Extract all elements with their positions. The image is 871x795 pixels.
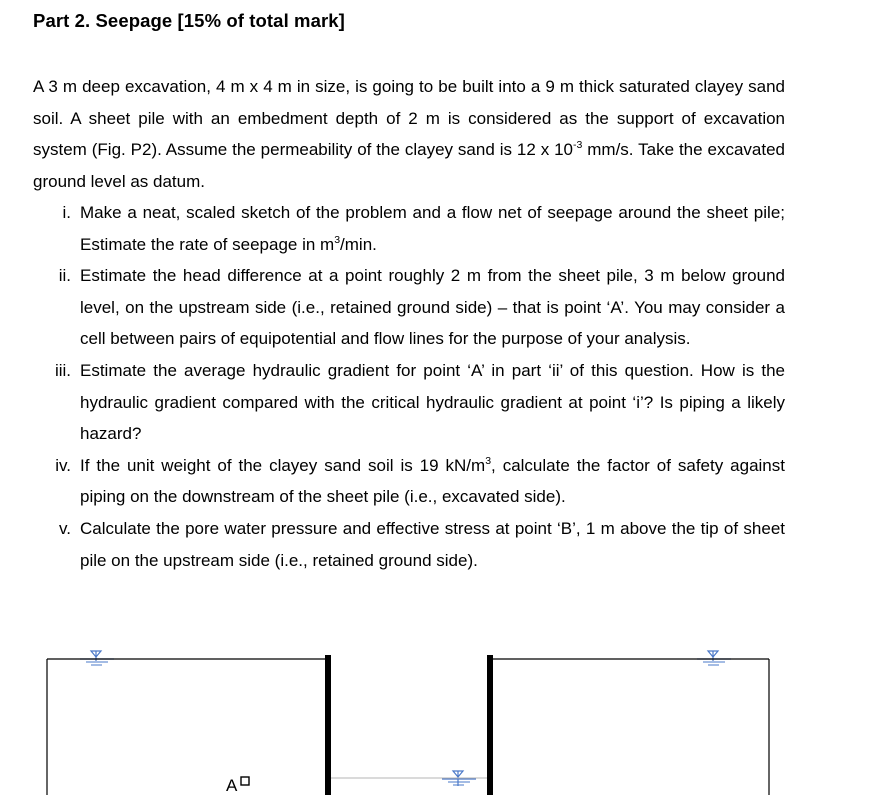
figure-p2 [0,640,871,795]
question-number: ii. [58,266,71,286]
ground-outline [47,659,769,795]
sheet-pile-right [487,655,493,795]
superscript: 3 [485,454,492,467]
problem-text-1: A 3 m deep excavation, 4 m x 4 m in size, is going to be built into a 9 m thick saturated clayey sand soil. A sheet pile with an embedment depth of 2 m is considered as the support of excavation system (Fig. P2). Assume the permeability of the clayey sand is 12 x 10 [33,77,785,160]
question-text: Make a neat, scaled sketch of the problem and a flow net of seepage around the sheet pile; Estimate the rate of seepage in $m^3/\min$. [80,203,785,254]
water-level-icon-right [697,651,731,665]
question-text: If the unit weight of the clayey sand soil is 19 $kN/m^3$, calculate the factor of safety against piping on the downstream of the sheet pile (i.e., excavated side). [80,454,785,507]
question-item [33,513,785,576]
superscript: 3 [334,233,341,246]
question-number: v. [59,518,71,538]
problem-statement [33,71,785,197]
water-level-icon-left [80,651,114,665]
question-item [33,260,785,355]
question-text: Estimate the average hydraulic gradient for point ‘A’ in part ‘ii’ of this question. How is the hydraulic gradient compared with the critical hydraulic gradient at point ‘i’? Is piping a likely hazard? [80,360,785,444]
problem-text-2: mm/s. Take the excavated ground level as datum. [33,140,785,191]
question-list [33,197,785,576]
question-number: i. [62,203,71,222]
question-number: iii. [54,360,71,380]
question-item [33,450,785,513]
permeability-exponent: -3 [573,139,583,152]
question-text: Calculate the pore water pressure and effective stress at point ‘B’, 1 m above the tip of sheet pile on the upstream side (i.e., retained ground side). [80,518,785,570]
point-a-label: A [226,776,238,795]
sheet-pile-left [325,655,331,795]
point-a-marker [241,777,249,785]
question-number: iv. [55,455,71,475]
question-text: Estimate the head difference at a point roughly 2 m from the sheet pile, 3 m below ground level, on the upstream side (i.e., retained ground side) – that is point ‘A’. You may consider a cell between pairs of equipotential and flow lines for the purpose of your analysis. [80,266,785,349]
section-heading: Part 2. Seepage [15% of total mark] [33,10,345,31]
question-item [33,355,785,450]
question-item [33,197,785,260]
